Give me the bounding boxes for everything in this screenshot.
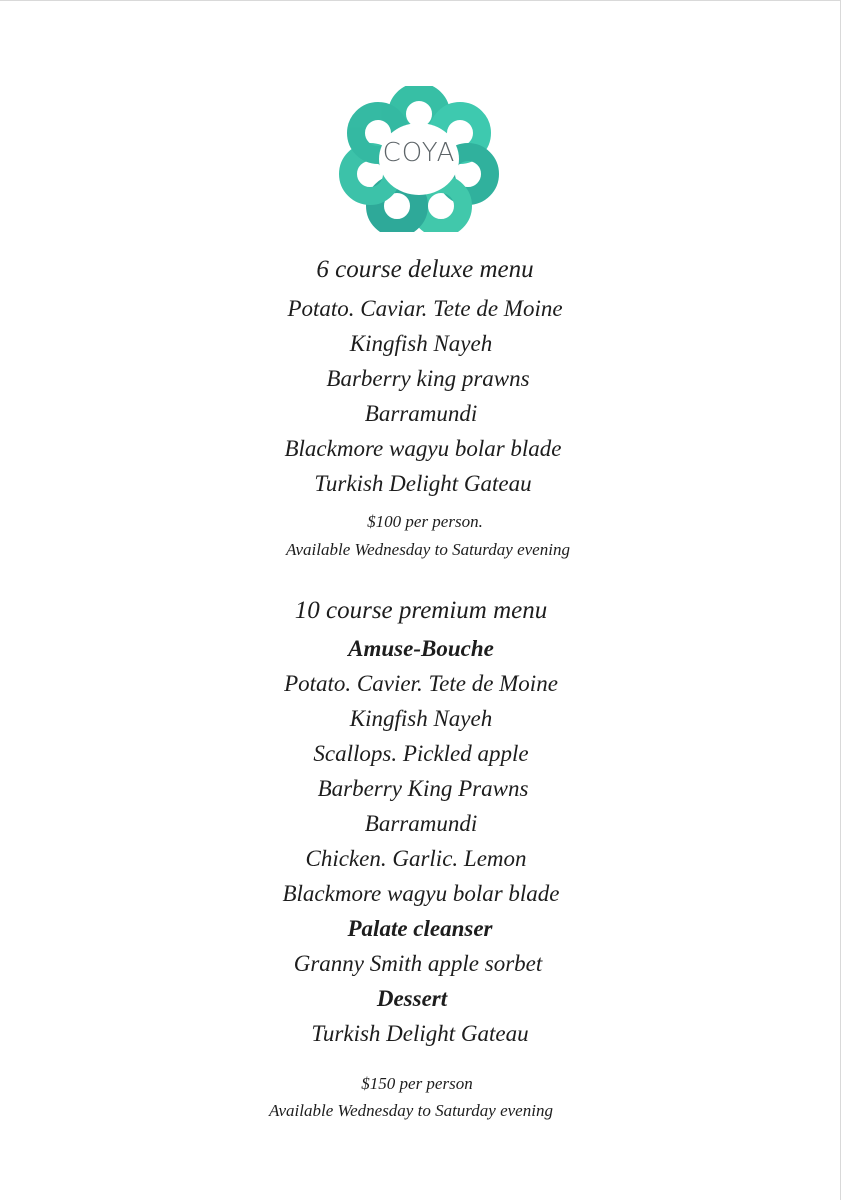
deluxe-price: $100 per person. [367,512,483,531]
premium-item: Scallops. Pickled apple [313,741,529,766]
premium-item: Potato. Cavier. Tete de Moine [284,671,558,696]
deluxe-item: Barberry king prawns [326,366,530,391]
premium-item: Turkish Delight Gateau [311,1021,529,1046]
premium-item: Granny Smith apple sorbet [293,951,543,976]
premium-section-heading: Dessert [376,986,448,1011]
premium-item: Kingfish Nayeh [349,706,493,731]
premium-price: $150 per person [361,1074,473,1093]
premium-item: Blackmore wagyu bolar blade [282,881,560,906]
deluxe-item: Kingfish Nayeh [349,331,493,356]
logo-wordmark: COYA [382,138,456,168]
premium-item: Barberry King Prawns [317,776,529,801]
deluxe-item: Blackmore wagyu bolar blade [284,436,562,461]
deluxe-availability: Available Wednesday to Saturday evening [286,540,570,559]
deluxe-item: Turkish Delight Gateau [314,471,532,496]
deluxe-item: Barramundi [364,401,478,426]
premium-item: Chicken. Garlic. Lemon [305,846,527,871]
premium-section-heading: Palate cleanser [347,916,493,941]
premium-section-heading: Amuse-Bouche [348,636,494,661]
premium-item: Barramundi [364,811,478,836]
premium-menu-title: 10 course premium menu [294,597,548,624]
coya-logo [338,86,500,232]
deluxe-menu-title: 6 course deluxe menu [316,256,534,283]
premium-availability: Available Wednesday to Saturday evening [269,1101,553,1120]
deluxe-item: Potato. Caviar. Tete de Moine [287,296,563,321]
